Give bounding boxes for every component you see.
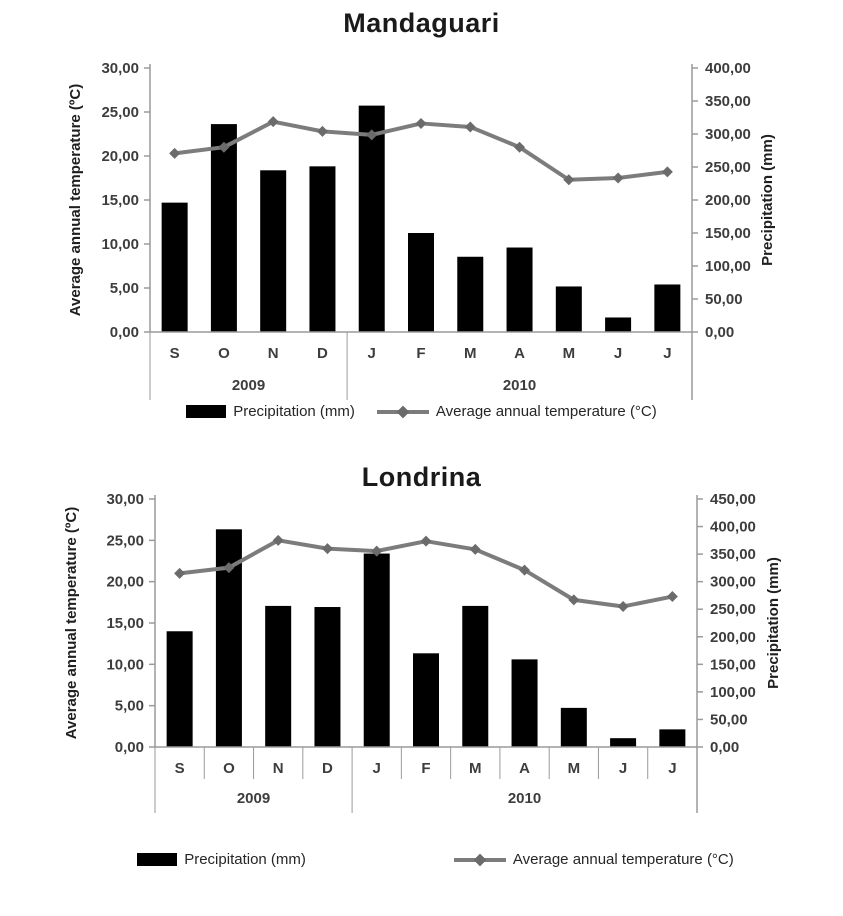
svg-text:400,00: 400,00 <box>710 518 756 536</box>
left-axis-title: Average annual temperature (ºC) <box>67 83 84 317</box>
svg-text:5,00: 5,00 <box>109 280 139 297</box>
precipitation-bar <box>512 659 538 747</box>
svg-text:50,00: 50,00 <box>705 291 743 308</box>
diamond-marker <box>169 148 180 159</box>
svg-text:5,00: 5,00 <box>114 697 144 715</box>
diamond-marker <box>662 166 673 177</box>
right-axis-title: Precipitation (mm) <box>765 557 782 689</box>
precipitation-bars <box>167 529 686 747</box>
diamond-marker <box>174 568 185 579</box>
precipitation-bar <box>659 729 685 747</box>
diamond-marker <box>465 121 476 132</box>
bar-swatch-icon <box>137 853 177 866</box>
svg-text:20,00: 20,00 <box>101 148 139 165</box>
svg-text:A: A <box>514 345 525 362</box>
chart-2-title: Londrina <box>361 462 482 492</box>
svg-text:0,00: 0,00 <box>114 739 144 756</box>
svg-text:25,00: 25,00 <box>101 104 139 121</box>
svg-text:S: S <box>169 345 180 362</box>
svg-text:J: J <box>618 760 628 777</box>
diamond-marker <box>613 173 624 184</box>
precipitation-bar <box>605 317 631 332</box>
svg-text:J: J <box>668 760 677 777</box>
month-axis <box>150 332 692 400</box>
svg-text:O: O <box>218 345 230 362</box>
precipitation-bar <box>167 631 193 747</box>
svg-text:100,00: 100,00 <box>710 683 756 701</box>
legend-label: Average annual temperature (°C) <box>435 403 657 420</box>
legend-label: Precipitation (mm) <box>184 851 306 868</box>
diamond-marker <box>416 118 427 129</box>
svg-text:200,00: 200,00 <box>710 628 756 646</box>
line-diamond-swatch-icon <box>377 410 429 414</box>
svg-text:J: J <box>663 345 672 362</box>
svg-text:0,00: 0,00 <box>109 324 139 341</box>
svg-text:O: O <box>223 760 235 777</box>
svg-text:D: D <box>317 345 328 362</box>
svg-text:10,00: 10,00 <box>106 656 144 674</box>
svg-text:0,00: 0,00 <box>705 324 735 341</box>
svg-text:100,00: 100,00 <box>705 258 751 275</box>
svg-text:S: S <box>174 760 185 777</box>
svg-text:J: J <box>613 345 623 362</box>
svg-text:350,00: 350,00 <box>705 93 751 110</box>
svg-text:N: N <box>272 760 284 777</box>
diamond-marker <box>667 591 678 602</box>
svg-text:A: A <box>519 760 530 777</box>
svg-text:0,00: 0,00 <box>710 739 740 756</box>
svg-text:F: F <box>416 345 426 362</box>
chart-1-legend <box>0 403 843 420</box>
svg-text:F: F <box>421 760 431 777</box>
svg-text:2010: 2010 <box>507 790 542 807</box>
svg-text:50,00: 50,00 <box>710 711 748 729</box>
precipitation-bar <box>556 286 582 332</box>
svg-text:200,00: 200,00 <box>705 192 751 209</box>
svg-text:350,00: 350,00 <box>710 546 756 564</box>
diamond-marker <box>618 601 629 612</box>
svg-text:15,00: 15,00 <box>101 192 139 209</box>
month-axis <box>155 747 697 813</box>
svg-text:25,00: 25,00 <box>106 532 144 550</box>
legend-item-temperature <box>377 403 657 420</box>
precipitation-bar <box>260 170 286 332</box>
precipitation-bar <box>610 738 636 747</box>
svg-text:150,00: 150,00 <box>710 656 756 674</box>
bar-swatch-icon <box>186 405 226 418</box>
precipitation-bar <box>507 248 533 332</box>
legend-label: Average annual temperature (°C) <box>512 851 734 868</box>
svg-text:J: J <box>372 760 381 777</box>
legend-item-precipitation <box>186 403 355 420</box>
precipitation-bar <box>211 124 237 332</box>
precipitation-bar <box>309 166 335 332</box>
svg-text:150,00: 150,00 <box>705 225 751 242</box>
left-axis-title: Average annual temperature (ºC) <box>63 506 80 740</box>
svg-text:M: M <box>464 345 477 362</box>
precipitation-bar <box>162 203 188 332</box>
precipitation-bar <box>413 653 439 747</box>
precipitation-bar <box>265 606 291 747</box>
temperature-line <box>169 116 673 185</box>
svg-text:2009: 2009 <box>236 790 271 807</box>
svg-text:D: D <box>322 760 333 777</box>
svg-text:450,00: 450,00 <box>710 491 756 508</box>
diamond-marker <box>322 543 333 554</box>
svg-text:2009: 2009 <box>231 377 266 394</box>
precipitation-bar <box>462 606 488 747</box>
svg-text:M: M <box>562 345 576 362</box>
svg-text:250,00: 250,00 <box>710 601 756 619</box>
diamond-marker <box>470 544 481 555</box>
legend-label: Precipitation (mm) <box>233 403 355 420</box>
svg-text:2010: 2010 <box>502 377 537 394</box>
svg-text:400,00: 400,00 <box>705 60 751 77</box>
svg-text:N: N <box>267 345 279 362</box>
precipitation-bar <box>457 257 483 332</box>
precipitation-bar <box>654 284 680 332</box>
diamond-marker <box>317 126 328 137</box>
chart-1-title: Mandaguari <box>343 8 500 38</box>
svg-text:M: M <box>469 760 482 777</box>
svg-text:250,00: 250,00 <box>705 159 751 176</box>
precipitation-bar <box>364 554 390 747</box>
svg-text:300,00: 300,00 <box>710 573 756 591</box>
svg-text:30,00: 30,00 <box>101 60 139 77</box>
legend-item-precipitation <box>137 851 306 868</box>
chart-mandaguari-plot <box>0 50 843 402</box>
svg-text:20,00: 20,00 <box>106 573 144 591</box>
temperature-line <box>174 535 678 612</box>
svg-text:15,00: 15,00 <box>106 615 144 632</box>
precipitation-bar <box>314 607 340 747</box>
legend-item-temperature <box>454 851 734 868</box>
svg-text:30,00: 30,00 <box>106 491 144 508</box>
line-diamond-swatch-icon <box>454 858 506 862</box>
svg-text:10,00: 10,00 <box>101 236 139 253</box>
svg-text:J: J <box>367 345 376 362</box>
chart-londrina-plot <box>0 488 843 828</box>
chart-2-legend <box>14 851 843 868</box>
diamond-marker <box>421 536 432 547</box>
precipitation-bar <box>408 233 434 332</box>
right-axis-title: Precipitation (mm) <box>759 134 776 266</box>
svg-text:300,00: 300,00 <box>705 126 751 143</box>
svg-text:M: M <box>567 760 581 777</box>
precipitation-bar <box>561 708 587 747</box>
axes <box>101 60 750 400</box>
